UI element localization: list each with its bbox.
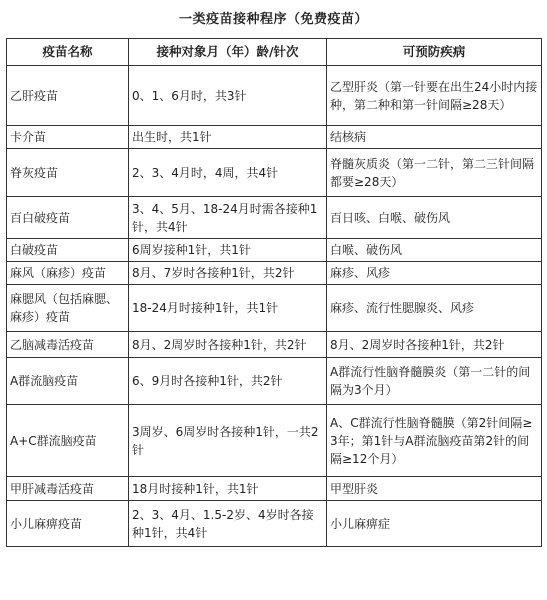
- table-row: [7, 262, 542, 285]
- header-schedule: 接种对象月（年）龄/针次: [129, 39, 327, 66]
- table-row: [7, 332, 542, 358]
- cell-schedule: 18月时接种1针，共1针: [129, 477, 327, 501]
- cell-disease: 乙型肝炎（第一针要在出生24小时内接种，第二种和第一针间隔≥28天）: [327, 66, 542, 126]
- cell-vaccine-name: 乙肝疫苗: [7, 66, 129, 126]
- cell-vaccine-name: 乙脑减毒活疫苗: [7, 332, 129, 358]
- cell-disease: 脊髓灰质炎（第一二针，第二三针间隔都要≥28天）: [327, 149, 542, 197]
- cell-vaccine-name: 麻腮风（包括麻腮、麻疹）疫苗: [7, 285, 129, 332]
- cell-schedule: 0、1、6月时，共3针: [129, 66, 327, 126]
- cell-vaccine-name: 甲肝减毒活疫苗: [7, 477, 129, 501]
- cell-disease: 甲型肝炎: [327, 477, 542, 501]
- cell-vaccine-name: 脊灰疫苗: [7, 149, 129, 197]
- cell-disease: 小儿麻痹症: [327, 501, 542, 547]
- table-row: [7, 501, 542, 547]
- cell-disease: 8月、2周岁时各接种1针，共2针: [327, 332, 542, 358]
- page-title: 一类疫苗接种程序（免费疫苗）: [178, 12, 368, 27]
- cell-disease: A、C群流行性脑脊髓膜（第2针间隔≥3年；第1针与A群流脑疫苗第2针的间隔≥12个月）: [327, 405, 542, 477]
- vaccine-schedule-table: [6, 38, 542, 547]
- cell-schedule: 2、3、4月时，4周，共4针: [129, 149, 327, 197]
- header-disease: 可预防疾病: [327, 39, 542, 66]
- cell-schedule: 8月、7岁时各接种1针，共2针: [129, 262, 327, 285]
- table-row: [7, 66, 542, 126]
- table-row: [7, 197, 542, 239]
- cell-schedule: 出生时，共1针: [129, 126, 327, 149]
- cell-disease: 麻疹、风疹: [327, 262, 542, 285]
- table-row: [7, 239, 542, 262]
- cell-vaccine-name: 白破疫苗: [7, 239, 129, 262]
- table-row: [7, 285, 542, 332]
- table-row: [7, 477, 542, 501]
- cell-vaccine-name: A群流脑疫苗: [7, 358, 129, 405]
- cell-schedule: 2、3、4月、1.5-2岁、4岁时各接种1针，共4针: [129, 501, 327, 547]
- table-row: [7, 405, 542, 477]
- header-vaccine-name: 疫苗名称: [7, 39, 129, 66]
- table-header-row: [7, 39, 542, 66]
- cell-disease: 白喉、破伤风: [327, 239, 542, 262]
- table-row: [7, 358, 542, 405]
- cell-disease: 结核病: [327, 126, 542, 149]
- cell-vaccine-name: 卡介苗: [7, 126, 129, 149]
- cell-schedule: 6、9月时各接种1针，共2针: [129, 358, 327, 405]
- cell-schedule: 8月、2周岁时各接种1针，共2针: [129, 332, 327, 358]
- cell-disease: 百日咳、白喉、破伤风: [327, 197, 542, 239]
- cell-vaccine-name: 麻风（麻疹）疫苗: [7, 262, 129, 285]
- table-row: [7, 126, 542, 149]
- cell-schedule: 3、4、5月、18-24月时需各接种1针，共4针: [129, 197, 327, 239]
- cell-vaccine-name: A+C群流脑疫苗: [7, 405, 129, 477]
- cell-disease: 麻疹、流行性腮腺炎、风疹: [327, 285, 542, 332]
- cell-vaccine-name: 小儿麻痹疫苗: [7, 501, 129, 547]
- cell-disease: A群流行性脑脊髓膜炎（第一二针的间隔为3个月）: [327, 358, 542, 405]
- cell-vaccine-name: 百白破疫苗: [7, 197, 129, 239]
- table-row: [7, 149, 542, 197]
- cell-schedule: 3周岁、6周岁时各接种1针，一共2针: [129, 405, 327, 477]
- cell-schedule: 6周岁接种1针，共1针: [129, 239, 327, 262]
- cell-schedule: 18-24月时接种1针，共1针: [129, 285, 327, 332]
